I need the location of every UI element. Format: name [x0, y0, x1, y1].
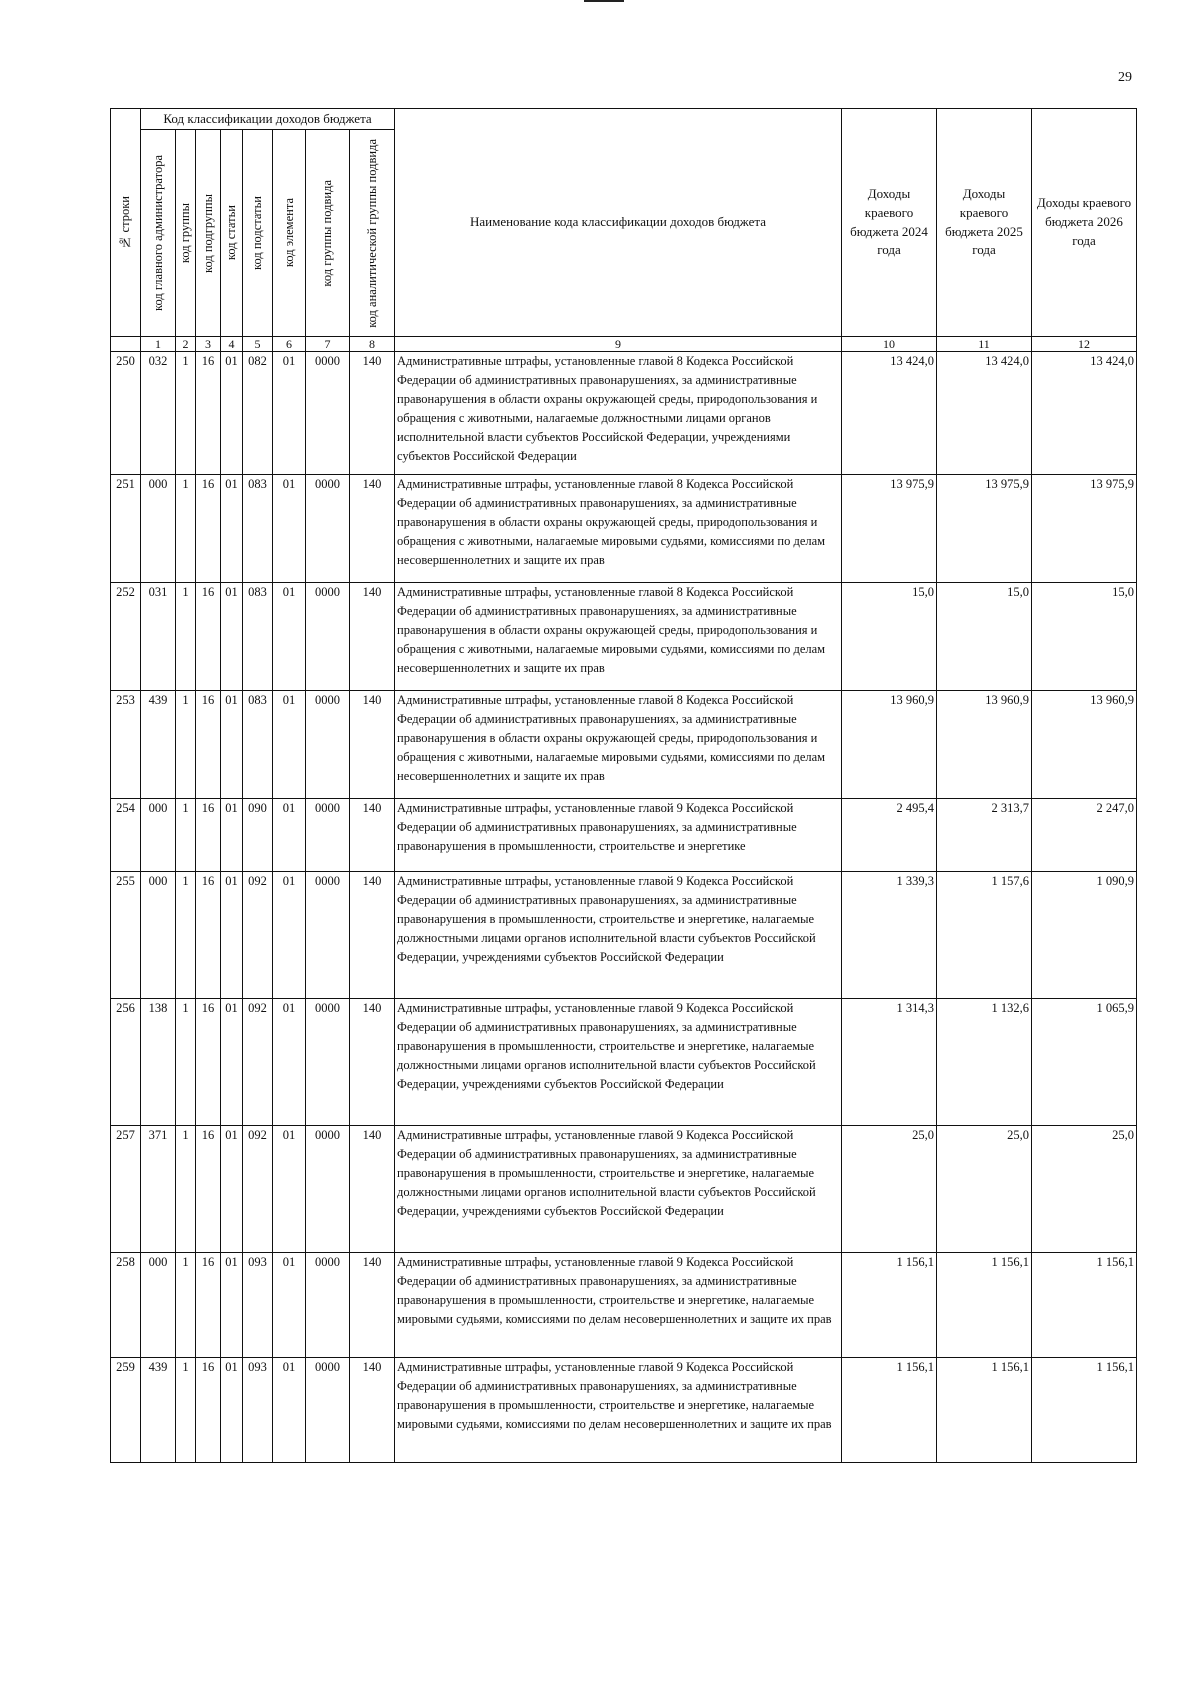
header-code-element: код элемента	[273, 130, 306, 337]
analytic-group-code: 140	[350, 799, 395, 872]
article-code: 01	[221, 872, 243, 999]
column-number	[111, 337, 141, 352]
row-number: 259	[111, 1358, 141, 1463]
analytic-group-code: 140	[350, 999, 395, 1126]
income-2024: 15,0	[842, 583, 937, 691]
subtype-group-code: 0000	[306, 872, 350, 999]
subarticle-code: 083	[243, 583, 273, 691]
subgroup-code: 16	[196, 999, 221, 1126]
header-name: Наименование кода классификации доходов бюджета	[395, 109, 842, 337]
table-body	[111, 352, 1137, 1463]
element-code: 01	[273, 475, 306, 583]
header-code-analytic-group: код аналитической группы подвида	[350, 130, 395, 337]
code-name: Административные штрафы, установленные главой 9 Кодекса Российской Федерации об административных правонарушениях, за административные правонарушения в промышленности, строительстве и энергетике, налагаемые мировыми судьями, комиссиями по делам несовершеннолетних и защите их прав	[395, 1358, 842, 1463]
admin-code: 439	[141, 1358, 176, 1463]
income-2026: 1 156,1	[1032, 1253, 1137, 1358]
subgroup-code: 16	[196, 583, 221, 691]
group-code: 1	[176, 1253, 196, 1358]
income-2025: 13 960,9	[937, 691, 1032, 799]
admin-code: 031	[141, 583, 176, 691]
analytic-group-code: 140	[350, 1253, 395, 1358]
group-code: 1	[176, 872, 196, 999]
table-row	[111, 475, 1137, 583]
header-code-admin: код главного администратора	[141, 130, 176, 337]
code-name: Административные штрафы, установленные главой 8 Кодекса Российской Федерации об административных правонарушениях, за административные правонарушения в области охраны окружающей среды, природопользования и обращения с животными, налагаемые мировыми судьями, комиссиями по делам несовершеннолетних и защите их прав	[395, 583, 842, 691]
article-code: 01	[221, 1126, 243, 1253]
subarticle-code: 090	[243, 799, 273, 872]
column-number: 2	[176, 337, 196, 352]
code-name: Административные штрафы, установленные главой 9 Кодекса Российской Федерации об административных правонарушениях, за административные правонарушения в промышленности, строительстве и энергетике, налагаемые должностными лицами органов исполнительной власти субъектов Российской Федерации, учреждениями субъектов Российской Федерации	[395, 872, 842, 999]
row-number: 258	[111, 1253, 141, 1358]
article-code: 01	[221, 999, 243, 1126]
analytic-group-code: 140	[350, 1126, 395, 1253]
table-row	[111, 1126, 1137, 1253]
column-number: 6	[273, 337, 306, 352]
header-row-number: № строки	[111, 109, 141, 337]
income-2025: 25,0	[937, 1126, 1032, 1253]
code-name: Административные штрафы, установленные главой 9 Кодекса Российской Федерации об административных правонарушениях, за административные правонарушения в промышленности, строительстве и энергетике, налагаемые должностными лицами органов исполнительной власти субъектов Российской Федерации, учреждениями субъектов Российской Федерации	[395, 1126, 842, 1253]
group-code: 1	[176, 691, 196, 799]
analytic-group-code: 140	[350, 475, 395, 583]
table-row	[111, 1358, 1137, 1463]
code-name: Административные штрафы, установленные главой 9 Кодекса Российской Федерации об административных правонарушениях, за административные правонарушения в промышленности, строительстве и энергетике	[395, 799, 842, 872]
income-2025: 1 156,1	[937, 1358, 1032, 1463]
income-2025: 15,0	[937, 583, 1032, 691]
header-code-article: код статьи	[221, 130, 243, 337]
table-row	[111, 999, 1137, 1126]
row-number: 252	[111, 583, 141, 691]
subgroup-code: 16	[196, 1358, 221, 1463]
code-name: Административные штрафы, установленные главой 8 Кодекса Российской Федерации об административных правонарушениях, за административные правонарушения в области охраны окружающей среды, природопользования и обращения с животными, налагаемые должностными лицами органов исполнительной власти субъектов Российской Федерации, учреждениями субъектов Российской Федерации	[395, 352, 842, 475]
element-code: 01	[273, 583, 306, 691]
subgroup-code: 16	[196, 352, 221, 475]
income-2026: 13 975,9	[1032, 475, 1137, 583]
subarticle-code: 092	[243, 1126, 273, 1253]
element-code: 01	[273, 352, 306, 475]
subgroup-code: 16	[196, 475, 221, 583]
subarticle-code: 092	[243, 872, 273, 999]
element-code: 01	[273, 999, 306, 1126]
admin-code: 032	[141, 352, 176, 475]
subgroup-code: 16	[196, 799, 221, 872]
header-code-subarticle: код подстатьи	[243, 130, 273, 337]
article-code: 01	[221, 1253, 243, 1358]
subarticle-code: 082	[243, 352, 273, 475]
subarticle-code: 083	[243, 691, 273, 799]
column-number: 9	[395, 337, 842, 352]
column-number: 1	[141, 337, 176, 352]
income-2026: 15,0	[1032, 583, 1137, 691]
subtype-group-code: 0000	[306, 691, 350, 799]
subgroup-code: 16	[196, 691, 221, 799]
column-number: 11	[937, 337, 1032, 352]
top-edge-mark	[584, 0, 624, 2]
table-row	[111, 352, 1137, 475]
article-code: 01	[221, 691, 243, 799]
income-2025: 13 975,9	[937, 475, 1032, 583]
table-row	[111, 1253, 1137, 1358]
subarticle-code: 092	[243, 999, 273, 1126]
budget-income-table	[110, 108, 1137, 1463]
income-2026: 13 424,0	[1032, 352, 1137, 475]
code-name: Административные штрафы, установленные главой 9 Кодекса Российской Федерации об административных правонарушениях, за административные правонарушения в промышленности, строительстве и энергетике, налагаемые должностными лицами органов исполнительной власти субъектов Российской Федерации, учреждениями субъектов Российской Федерации	[395, 999, 842, 1126]
element-code: 01	[273, 799, 306, 872]
group-code: 1	[176, 475, 196, 583]
column-number: 12	[1032, 337, 1137, 352]
subtype-group-code: 0000	[306, 352, 350, 475]
group-code: 1	[176, 1358, 196, 1463]
analytic-group-code: 140	[350, 1358, 395, 1463]
header-code-subtype-group: код группы подвида	[306, 130, 350, 337]
income-2024: 13 960,9	[842, 691, 937, 799]
code-name: Административные штрафы, установленные главой 8 Кодекса Российской Федерации об административных правонарушениях, за административные правонарушения в области охраны окружающей среды, природопользования и обращения с животными, налагаемые мировыми судьями, комиссиями по делам несовершеннолетних и защите их прав	[395, 691, 842, 799]
header-income-2026: Доходы краевого бюджета 2026 года	[1032, 109, 1137, 337]
subtype-group-code: 0000	[306, 583, 350, 691]
analytic-group-code: 140	[350, 872, 395, 999]
row-number: 250	[111, 352, 141, 475]
analytic-group-code: 140	[350, 691, 395, 799]
table-row	[111, 691, 1137, 799]
row-number: 251	[111, 475, 141, 583]
table-row	[111, 583, 1137, 691]
income-2025: 13 424,0	[937, 352, 1032, 475]
admin-code: 138	[141, 999, 176, 1126]
column-number: 5	[243, 337, 273, 352]
subtype-group-code: 0000	[306, 1358, 350, 1463]
element-code: 01	[273, 691, 306, 799]
table-row	[111, 799, 1137, 872]
subtype-group-code: 0000	[306, 999, 350, 1126]
header-income-2024: Доходы краевого бюджета 2024 года	[842, 109, 937, 337]
row-number: 254	[111, 799, 141, 872]
subtype-group-code: 0000	[306, 475, 350, 583]
subarticle-code: 093	[243, 1253, 273, 1358]
income-2024: 13 975,9	[842, 475, 937, 583]
header-code-group: код группы	[176, 130, 196, 337]
element-code: 01	[273, 1253, 306, 1358]
column-number: 7	[306, 337, 350, 352]
column-number: 10	[842, 337, 937, 352]
income-2025: 1 157,6	[937, 872, 1032, 999]
article-code: 01	[221, 475, 243, 583]
income-2024: 1 339,3	[842, 872, 937, 999]
group-code: 1	[176, 352, 196, 475]
subarticle-code: 093	[243, 1358, 273, 1463]
element-code: 01	[273, 1358, 306, 1463]
column-number: 3	[196, 337, 221, 352]
row-number: 255	[111, 872, 141, 999]
header-code-subgroup: код подгруппы	[196, 130, 221, 337]
income-2026: 25,0	[1032, 1126, 1137, 1253]
admin-code: 371	[141, 1126, 176, 1253]
subtype-group-code: 0000	[306, 1126, 350, 1253]
group-code: 1	[176, 1126, 196, 1253]
income-2024: 1 156,1	[842, 1358, 937, 1463]
column-number: 4	[221, 337, 243, 352]
subgroup-code: 16	[196, 872, 221, 999]
article-code: 01	[221, 1358, 243, 1463]
income-2026: 13 960,9	[1032, 691, 1137, 799]
group-code: 1	[176, 583, 196, 691]
header-income-2025: Доходы краевого бюджета 2025 года	[937, 109, 1032, 337]
income-2024: 13 424,0	[842, 352, 937, 475]
income-2024: 2 495,4	[842, 799, 937, 872]
income-2026: 1 065,9	[1032, 999, 1137, 1126]
header-classification-group: Код классификации доходов бюджета	[141, 109, 395, 130]
income-2024: 1 314,3	[842, 999, 937, 1126]
income-2024: 25,0	[842, 1126, 937, 1253]
code-name: Административные штрафы, установленные главой 9 Кодекса Российской Федерации об административных правонарушениях, за административные правонарушения в промышленности, строительстве и энергетике, налагаемые мировыми судьями, комиссиями по делам несовершеннолетних и защите их прав	[395, 1253, 842, 1358]
admin-code: 439	[141, 691, 176, 799]
row-number: 253	[111, 691, 141, 799]
subarticle-code: 083	[243, 475, 273, 583]
subtype-group-code: 0000	[306, 1253, 350, 1358]
table-row	[111, 872, 1137, 999]
element-code: 01	[273, 1126, 306, 1253]
admin-code: 000	[141, 1253, 176, 1358]
row-number: 256	[111, 999, 141, 1126]
page-number: 29	[1118, 70, 1132, 85]
income-2025: 2 313,7	[937, 799, 1032, 872]
admin-code: 000	[141, 799, 176, 872]
column-number: 8	[350, 337, 395, 352]
income-2025: 1 132,6	[937, 999, 1032, 1126]
subgroup-code: 16	[196, 1253, 221, 1358]
subgroup-code: 16	[196, 1126, 221, 1253]
row-number: 257	[111, 1126, 141, 1253]
income-2026: 1 156,1	[1032, 1358, 1137, 1463]
income-2024: 1 156,1	[842, 1253, 937, 1358]
subtype-group-code: 0000	[306, 799, 350, 872]
column-number-row	[111, 337, 1137, 352]
admin-code: 000	[141, 475, 176, 583]
article-code: 01	[221, 583, 243, 691]
group-code: 1	[176, 799, 196, 872]
income-2026: 2 247,0	[1032, 799, 1137, 872]
analytic-group-code: 140	[350, 352, 395, 475]
admin-code: 000	[141, 872, 176, 999]
code-name: Административные штрафы, установленные главой 8 Кодекса Российской Федерации об административных правонарушениях, за административные правонарушения в области охраны окружающей среды, природопользования и обращения с животными, налагаемые мировыми судьями, комиссиями по делам несовершеннолетних и защите их прав	[395, 475, 842, 583]
analytic-group-code: 140	[350, 583, 395, 691]
income-2026: 1 090,9	[1032, 872, 1137, 999]
article-code: 01	[221, 799, 243, 872]
group-code: 1	[176, 999, 196, 1126]
income-2025: 1 156,1	[937, 1253, 1032, 1358]
element-code: 01	[273, 872, 306, 999]
article-code: 01	[221, 352, 243, 475]
